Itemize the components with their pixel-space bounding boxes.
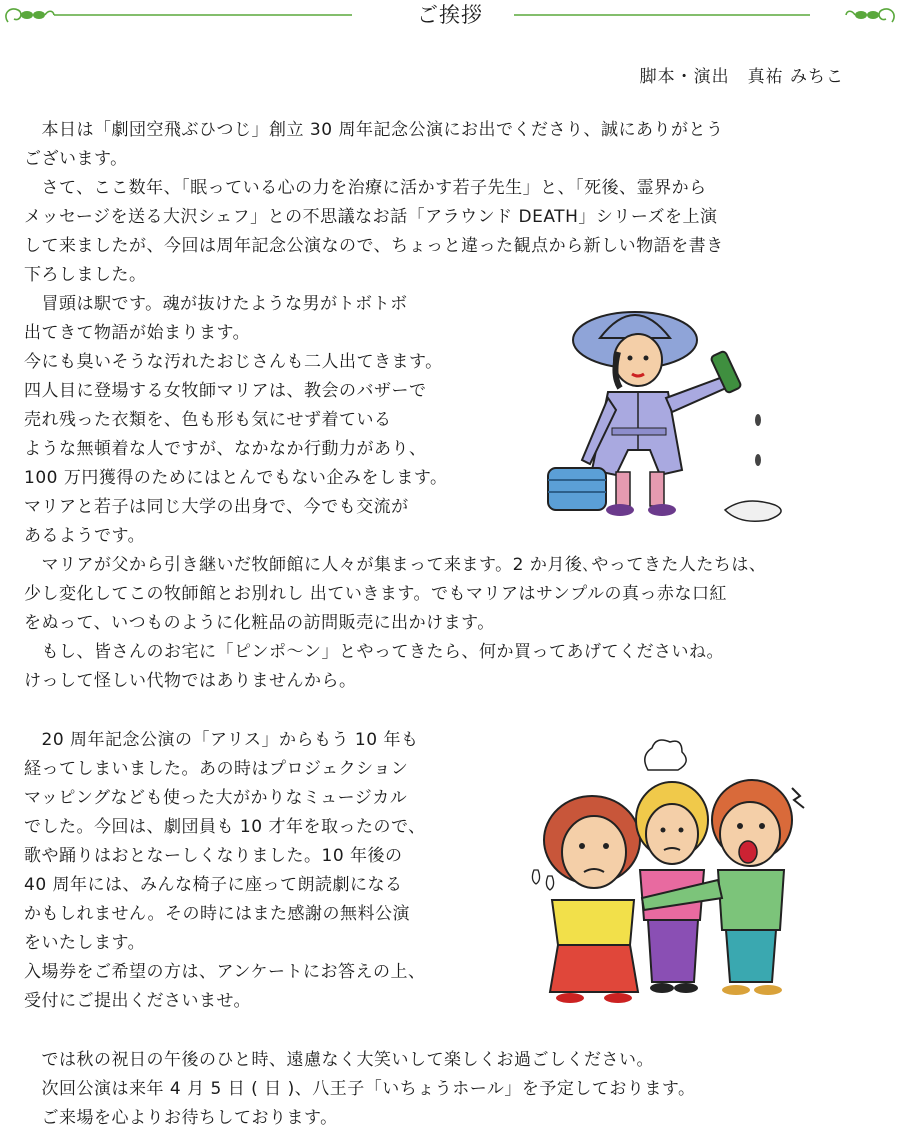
paragraph-line: メッセージを送る大沢シェフ」との不思議なお話「アラウンド DEATH」シリーズを上演 [24, 207, 718, 227]
paragraph-line: 入場券をご希望の方は、アンケートにお答えの上、 [24, 962, 426, 982]
paragraph-line: では秋の祝日の午後のひと時、遠慮なく大笑いして楽しくお過ごしください。 [24, 1050, 654, 1070]
paragraph-line: 次回公演は来年 4 月 5 日 ( 日 )、八王子「いちょうホール」を予定しております。 [24, 1079, 696, 1099]
paragraph-line: 今にも臭いそうな汚れたおじさんも二人出てきます。 [24, 352, 443, 372]
paragraph-line: ご来場を心よりお待ちしております。 [24, 1108, 338, 1128]
paragraph-line: マッピングなども使った大がかりなミュージカル [24, 788, 408, 808]
paragraph-line: 四人目に登場する女牧師マリアは、教会のバザーで [24, 381, 427, 401]
page-title: ご挨拶 [417, 3, 483, 27]
three-women-illustration [522, 730, 822, 1014]
paragraph-line: かもしれません。その時にはまた感謝の無料公演 [24, 904, 411, 924]
paragraph-line: して来ましたが、今回は周年記念公演なので、ちょっと違った観点から新しい物語を書き [24, 236, 724, 256]
paragraph-line: マリアと若子は同じ大学の出身で、今でも交流が [24, 497, 409, 517]
paragraph-line: もし、皆さんのお宅に「ピンポ～ン」とやってきたら、何か買ってあげてくださいね。 [24, 642, 724, 662]
paragraph-line: でした。今回は、劇団員も 10 才年を取ったので、 [24, 817, 426, 837]
paragraph-line: 歌や踊りはおとなーしくなりました。10 年後の [24, 846, 403, 866]
paragraph-line: 売れ残った衣類を、色も形も気にせず着ている [24, 410, 392, 430]
paragraph-line: マリアが父から引き継いだ牧師館に人々が集まって来ます。2 か月後､やってきた人たちは、 [24, 555, 767, 575]
paragraph-line: 冒頭は駅です。魂が抜けたような男がトボトボ [24, 294, 408, 314]
paragraph-line: けっして怪しい代物ではありませんから。 [24, 671, 357, 691]
paragraph-line: をぬって、いつものように化粧品の訪問販売に出かけます。 [24, 613, 495, 633]
paragraph-line: 下ろしました。 [24, 265, 147, 285]
paragraph-line: 経ってしまいました。あの時はプロジェクション [24, 759, 409, 779]
paragraph-line: 40 周年には、みんな椅子に座って朗読劇になる [24, 875, 403, 895]
paragraph-line: 100 万円獲得のためにはとんでもない企みをします。 [24, 468, 448, 488]
paragraph-line: ございます。 [24, 149, 128, 169]
paragraph-line: さて、ここ数年、「眠っている心の力を治療に活かす若子先生」と、「死後、霊界から [24, 178, 707, 198]
woman-with-bottle-illustration [540, 300, 810, 534]
paragraph-line: をいたします。 [24, 933, 146, 953]
paragraph-line: あるようです。 [24, 526, 146, 546]
author-credit: 脚本・演出 真祐 みちこ [639, 67, 844, 87]
paragraph-line: 本日は「劇団空飛ぶひつじ」創立 30 周年記念公演にお出でくださり、誠にありがとう [24, 120, 724, 140]
paragraph-line: 20 周年記念公演の「アリス」からもう 10 年も [24, 730, 419, 750]
paragraph-line: 出てきて物語が始まります。 [24, 323, 251, 343]
paragraph-line: ような無頓着な人ですが、なかなか行動力があり、 [24, 439, 427, 459]
paragraph-line: 少し変化してこの牧師館とお別れし 出ていきます。でもマリアはサンプルの真っ赤な口紅 [24, 584, 728, 604]
header-ornament [0, 0, 900, 34]
paragraph-line: 受付にご提出くださいませ。 [24, 991, 251, 1011]
